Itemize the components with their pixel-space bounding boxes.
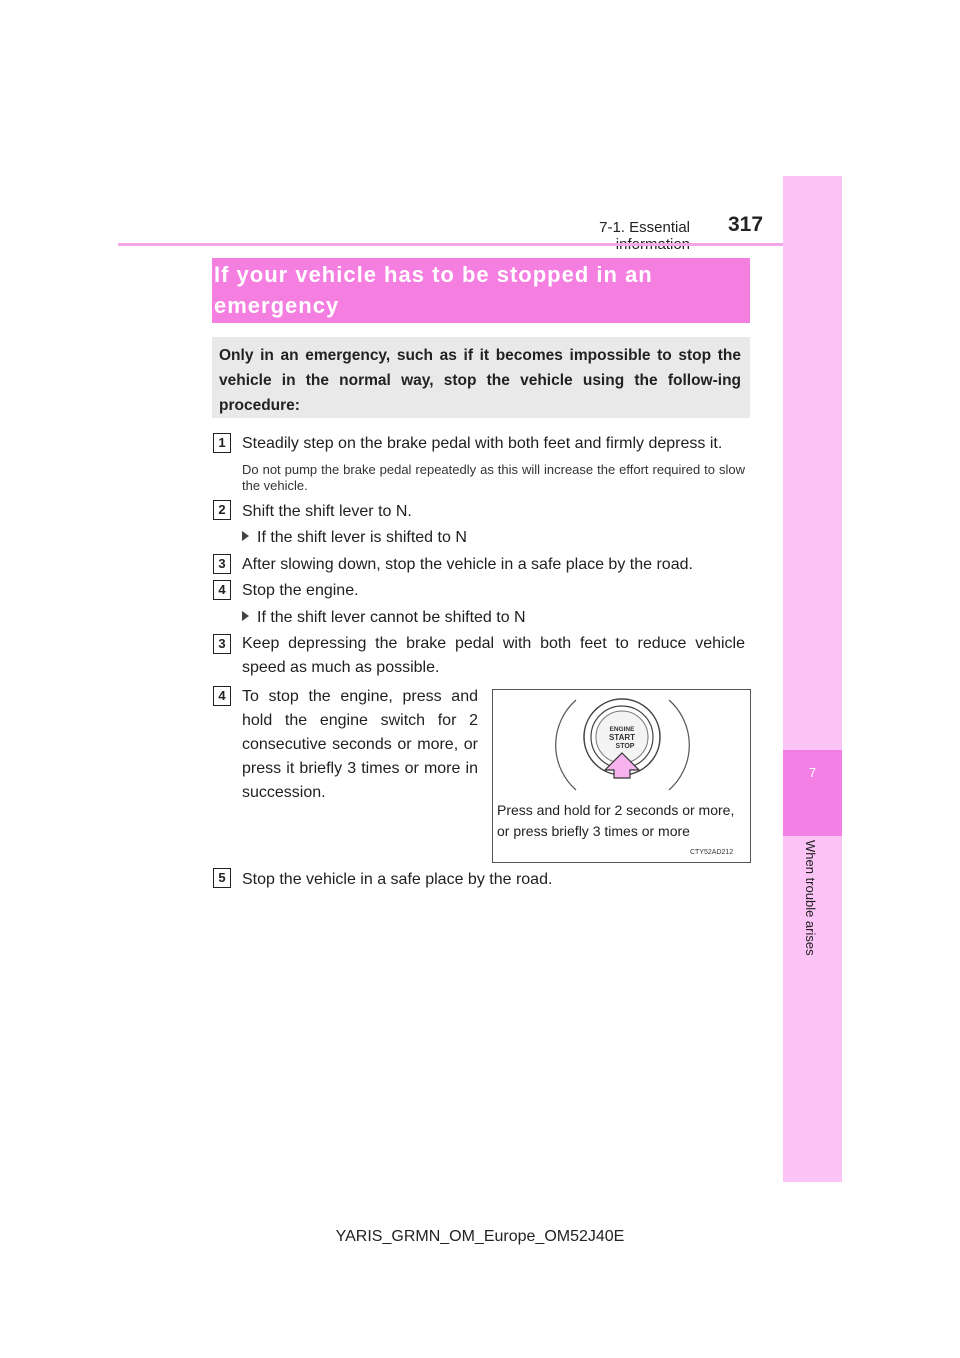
step-badge: 4: [213, 686, 231, 706]
section-title: 7-1. Essential: [599, 219, 690, 236]
step-text: To stop the engine, press and hold the engine switch for 2 consecutive seconds or more, or press it briefly 3 times or more in succession.: [242, 688, 478, 801]
step-text: Shift the shift lever to N.: [242, 503, 412, 520]
chapter-label: When trouble arises: [803, 840, 818, 956]
triangle-bullet-icon: [242, 611, 249, 621]
chapter-number: 7: [808, 765, 817, 780]
header-divider: [118, 243, 783, 246]
step-text: Stop the engine.: [242, 582, 359, 599]
step-note: Do not pump the brake pedal repeatedly as this will increase the effort required to slow the vehicle.: [242, 462, 745, 493]
page-number: 317: [728, 213, 764, 236]
step-badge: 3: [213, 554, 231, 574]
step-text: After slowing down, stop the vehicle in a safe place by the road.: [242, 556, 693, 573]
triangle-bullet-icon: [242, 531, 249, 541]
step-badge: 2: [213, 500, 231, 520]
condition-item: [242, 526, 742, 550]
button-label-line: ENGINE: [609, 726, 635, 733]
chapter-label-container: [783, 830, 842, 970]
illustration-code: CTY52AD212: [690, 849, 734, 856]
chapter-number-box: [783, 750, 842, 836]
document-footer: YARIS_GRMN_OM_Europe_OM52J40E: [335, 1228, 625, 1245]
condition-text: If the shift lever is shifted to N: [257, 529, 467, 546]
intro-text: Only in an emergency, such as if it becomes impossible to stop the vehicle in the normal way, stop the vehicle using the follow-ing procedure:: [219, 347, 741, 414]
button-label-line: START: [608, 733, 636, 742]
step-badge: 4: [213, 580, 231, 600]
step-badge: 1: [213, 433, 231, 453]
illustration-caption: Press and hold for 2 seconds or more, or press briefly 3 times or more: [497, 802, 735, 839]
button-label-line: STOP: [615, 743, 635, 750]
step-badge: 5: [213, 868, 231, 888]
chapter-side-tab: [783, 176, 842, 1182]
step-badge: 3: [213, 634, 231, 654]
step-text: Stop the vehicle in a safe place by the road.: [242, 871, 553, 888]
step-text: Steadily step on the brake pedal with both feet and firmly depress it.: [242, 435, 723, 452]
condition-item: [242, 606, 742, 630]
condition-text: If the shift lever cannot be shifted to N: [257, 609, 526, 626]
step-text: Keep depressing the brake pedal with both feet to reduce vehicle speed as much as possible.: [242, 635, 745, 676]
section-heading: If your vehicle has to be stopped in an emergency: [214, 262, 653, 318]
